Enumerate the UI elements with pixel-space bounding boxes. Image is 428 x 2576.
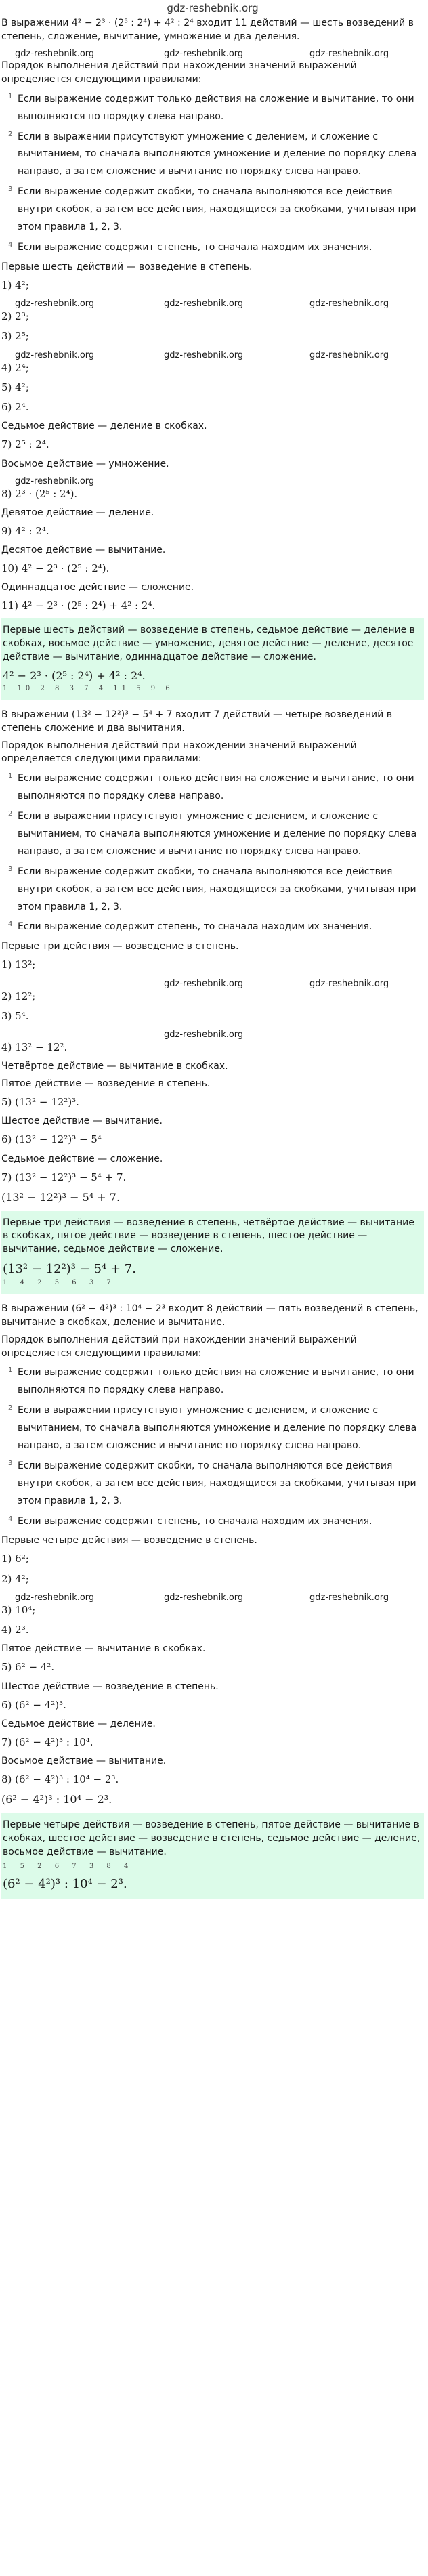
task1-step-7: 7) 2⁵ : 2⁴. — [1, 438, 49, 451]
watermark-row — [1, 1029, 424, 1040]
watermark: gdz-reshebnik.org — [309, 1592, 389, 1603]
task2-step-7: 7) (13² − 12²)³ − 5⁴ + 7. — [1, 1170, 127, 1183]
task3-action-order — [3, 1862, 421, 1872]
task1-answer-expression: 4² − 2³ · (2⁵ : 2⁴) + 4² : 2⁴. — [3, 669, 146, 682]
task2-step-6-label: Шестое действие — вычитание. — [1, 1116, 163, 1127]
task2-action-order — [3, 1278, 421, 1288]
task3-step-7: 7) (6² − 4²)³ : 10⁴. — [1, 1735, 93, 1748]
task2-step-3: 3) 5⁴. — [1, 1009, 29, 1022]
task1-step-9: 9) 4² : 2⁴. — [1, 524, 49, 537]
watermark: gdz-reshebnik.org — [15, 350, 95, 360]
task1-step-7-label: Седьмое действие — деление в скобках. — [1, 421, 207, 432]
task1-step-9-label: Девятое действие — деление. — [1, 507, 154, 518]
watermark: gdz-reshebnik.org — [309, 298, 389, 309]
action-mark: 6 — [54, 1862, 65, 1870]
watermark-row — [1, 978, 424, 990]
action-mark: 3 — [89, 1862, 100, 1870]
task1-step-6: 6) 2⁴. — [1, 401, 29, 414]
action-mark: 6 — [165, 684, 174, 692]
task2-step-4-label: Четвёртое действие — вычитание в скобках. — [1, 1061, 228, 1072]
watermark-row — [1, 476, 424, 487]
task2-step-7-expression: (13² − 12²)³ − 5⁴ + 7. — [1, 1190, 121, 1204]
watermark-row — [1, 48, 424, 60]
rule-item: 4 Если выражение содержит степень, то сначала находим их значения. — [8, 240, 372, 253]
task3-step-1: 1) 6²; — [1, 1553, 29, 1565]
action-mark: 4 — [20, 1278, 30, 1286]
rule-item: 3 Если выражение содержит скобки, то сначала выполняются все действия внутри скобок, а затем все действия, находящиеся за скобками, учитывая при этом правила 1, 2, 3. — [8, 186, 416, 233]
task2-answer-text: Первые три действия — возведение в степень, четвёртое действие — вычитание в скобках, пятое действие — возведение в степень, шестое действие — вычитание, седьмое действие — сложение. — [3, 1217, 414, 1255]
task3-step-3: 3) 10⁴; — [1, 1603, 36, 1616]
rule-item: 2 Если в выражении присутствуют умножение с делением, и сложение с вычитанием, то сначала выполняются умножение и деление по порядку слева направо, а затем сложение и вычитание по порядку слева направо. — [8, 130, 417, 177]
watermark: gdz-reshebnik.org — [164, 298, 244, 309]
action-mark: 6 — [72, 1278, 82, 1286]
task3-step-5: 5) 6² − 4². — [1, 1661, 55, 1674]
task2-answer — [1, 1211, 424, 1294]
rule-item: 2 Если в выражении присутствуют умножение с делением, и сложение с вычитанием, то сначала выполняются умножение и деление по порядку слева направо, а затем сложение и вычитание по порядку слева направо. — [8, 810, 417, 857]
watermark-row — [1, 350, 424, 361]
task3-answer-expression: (6² − 4²)³ : 10⁴ − 2³. — [3, 1876, 127, 1891]
watermark-row — [1, 1592, 424, 1603]
task3-step-7-label: Седьмое действие — деление. — [1, 1718, 156, 1729]
rule-item: 1 Если выражение содержит только действия на сложение и вычитание, то они выполняются по порядку слева направо. — [8, 92, 414, 122]
rule-item: 3 Если выражение содержит скобки, то сначала выполняются все действия внутри скобок, а затем все действия, находящиеся за скобками, учитывая при этом правила 1, 2, 3. — [8, 1459, 416, 1506]
action-mark: 2 — [40, 684, 49, 692]
task1-step-5: 5) 4²; — [1, 381, 29, 394]
task1-step-1: 1) 4²; — [1, 278, 29, 291]
task3-answer-text: Первые четыре действия — возведение в степень, пятое действие — вычитание в скобках, шестое действие — возведение в степень, седьмое действие — деление, восьмое действие — вычитание. — [3, 1819, 421, 1857]
task2-step-4: 4) 13² − 12². — [1, 1041, 68, 1054]
watermark: gdz-reshebnik.org — [309, 49, 389, 60]
action-mark: 1 — [3, 1278, 13, 1286]
task3-rules — [1, 1364, 424, 1530]
task2-order-title: Порядок выполнения действий при нахождении значений выражений определяется следующими правилами: — [1, 740, 357, 765]
watermark: gdz-reshebnik.org — [15, 476, 95, 486]
watermark: gdz-reshebnik.org — [164, 49, 244, 60]
task2-step-5: 5) (13² − 12²)³. — [1, 1096, 79, 1109]
watermark: gdz-reshebnik.org — [164, 978, 244, 989]
action-mark: 9 — [150, 684, 160, 692]
task3-order-title: Порядок выполнения действий при нахождении значений выражений определяется следующими правилами: — [1, 1334, 357, 1359]
task1-order-title: Порядок выполнения действий при нахождении значений выражений определяется следующими правилами: — [1, 60, 357, 85]
action-mark: 1 — [3, 1862, 13, 1870]
rule-item: 1 Если выражение содержит только действия на сложение и вычитание, то они выполняются по порядку слева направо. — [8, 1366, 414, 1396]
task1-step-11-label: Одиннадцатое действие — сложение. — [1, 582, 194, 593]
action-mark: 8 — [55, 684, 64, 692]
task3-answer — [1, 1813, 424, 1899]
watermark: gdz-reshebnik.org — [309, 978, 389, 989]
task1-action-order — [3, 684, 421, 694]
action-mark: 2 — [37, 1278, 47, 1286]
task2-step-7-label: Седьмое действие — сложение. — [1, 1153, 163, 1164]
task1-step-8: 8) 2³ · (2⁵ : 2⁴). — [1, 487, 78, 500]
rule-item: 4 Если выражение содержит степень, то сначала находим их значения. — [8, 1515, 372, 1527]
action-mark: 7 — [72, 1862, 82, 1870]
task1-step-4: 4) 2⁴; — [1, 361, 29, 374]
task1-intro: В выражении 4² − 2³ · (2⁵ : 2⁴) + 4² : 2⁴ входит 11 действий — шесть возведений в степень, сложение, вычитание, умножение и два деления. — [1, 18, 414, 43]
task1-step-8-label: Восьмое действие — умножение. — [1, 458, 169, 469]
action-mark: 4 — [98, 684, 108, 692]
task1-answer — [1, 618, 424, 700]
rule-item: 1 Если выражение содержит только действия на сложение и вычитание, то они выполняются по порядку слева направо. — [8, 772, 414, 802]
rule-item: 3 Если выражение содержит скобки, то сначала выполняются все действия внутри скобок, а затем все действия, находящиеся за скобками, учитывая при этом правила 1, 2, 3. — [8, 865, 416, 912]
task1-answer-text: Первые шесть действий — возведение в степень, седьмое действие — деление в скобках, восьмое действие — умножение, девятое действие — деление, десятое действие — вычитание, одиннадцатое действие — сложение. — [3, 625, 415, 663]
task1-step-11: 11) 4² − 2³ · (2⁵ : 2⁴) + 4² : 2⁴. — [1, 599, 156, 612]
action-mark: 5 — [54, 1278, 65, 1286]
task3-step-5-label: Пятое действие — вычитание в скобках. — [1, 1643, 206, 1655]
task2-step-2: 2) 12²; — [1, 990, 36, 1002]
action-mark: 7 — [84, 684, 93, 692]
watermark: gdz-reshebnik.org — [15, 298, 95, 309]
task3-step-4: 4) 2³. — [1, 1624, 29, 1637]
watermark: gdz-reshebnik.org — [164, 1592, 244, 1603]
task3-step-8-label: Восьмое действие — вычитание. — [1, 1756, 167, 1767]
action-mark: 3 — [89, 1278, 100, 1286]
action-mark: 7 — [106, 1278, 116, 1286]
action-mark: 5 — [136, 684, 145, 692]
action-mark: 2 — [37, 1862, 47, 1870]
watermark-row — [1, 298, 424, 310]
site-header[interactable]: gdz-reshebnik.org — [167, 2, 259, 14]
task3-intro: В выражении (6² − 4²)³ : 10⁴ − 2³ входит 8 действий — пять возведений в степень, вычитание в скобках, деление и вычитание. — [1, 1303, 419, 1328]
task3-step-2: 2) 4²; — [1, 1572, 29, 1585]
watermark: gdz-reshebnik.org — [15, 49, 95, 60]
action-mark: 10 — [17, 684, 35, 692]
action-mark: 11 — [113, 684, 131, 692]
watermark: gdz-reshebnik.org — [309, 350, 389, 360]
task1-lead: Первые шесть действий — возведение в степень. — [1, 261, 253, 272]
action-mark: 1 — [3, 684, 12, 692]
task2-lead: Первые три действия — возведение в степень. — [1, 941, 239, 952]
task3-step-8: 8) (6² − 4²)³ : 10⁴ − 2³. — [1, 1773, 119, 1786]
task2-answer-expression: (13² − 12²)³ − 5⁴ + 7. — [3, 1262, 136, 1277]
task3-step-6-label: Шестое действие — возведение в степень. — [1, 1681, 219, 1692]
task2-step-6: 6) (13² − 12²)³ − 5⁴ — [1, 1133, 102, 1146]
rule-item: 4 Если выражение содержит степень, то сначала находим их значения. — [8, 921, 372, 933]
rule-item: 2 Если в выражении присутствуют умножение с делением, и сложение с вычитанием, то сначала выполняются умножение и деление по порядку слева направо, а затем сложение и вычитание по порядку слева направо. — [8, 1404, 417, 1451]
watermark: gdz-reshebnik.org — [164, 350, 244, 360]
action-mark: 8 — [106, 1862, 116, 1870]
action-mark: 3 — [69, 684, 78, 692]
task1-step-10-label: Десятое действие — вычитание. — [1, 544, 166, 555]
watermark: gdz-reshebnik.org — [164, 1030, 244, 1040]
task2-step-5-label: Пятое действие — возведение в степень. — [1, 1078, 211, 1090]
task3-step-8-expression: (6² − 4²)³ : 10⁴ − 2³. — [1, 1793, 112, 1807]
task1-step-3: 3) 2⁵; — [1, 330, 29, 343]
action-mark: 5 — [20, 1862, 30, 1870]
task1-step-10: 10) 4² − 2³ · (2⁵ : 2⁴). — [1, 562, 110, 574]
task2-rules — [1, 770, 424, 936]
watermark: gdz-reshebnik.org — [15, 1592, 95, 1603]
action-mark: 4 — [123, 1862, 134, 1870]
task1-rules — [1, 91, 424, 257]
task3-lead: Первые четыре действия — возведение в степень. — [1, 1535, 257, 1546]
task2-step-1: 1) 13²; — [1, 958, 36, 971]
task3-step-6: 6) (6² − 4²)³. — [1, 1698, 66, 1711]
task2-intro: В выражении (13² − 12²)³ − 5⁴ + 7 входит 7 действий — четыре возведений в степень сложение и два вычитания. — [1, 709, 392, 734]
task1-step-2: 2) 2³; — [1, 310, 29, 322]
